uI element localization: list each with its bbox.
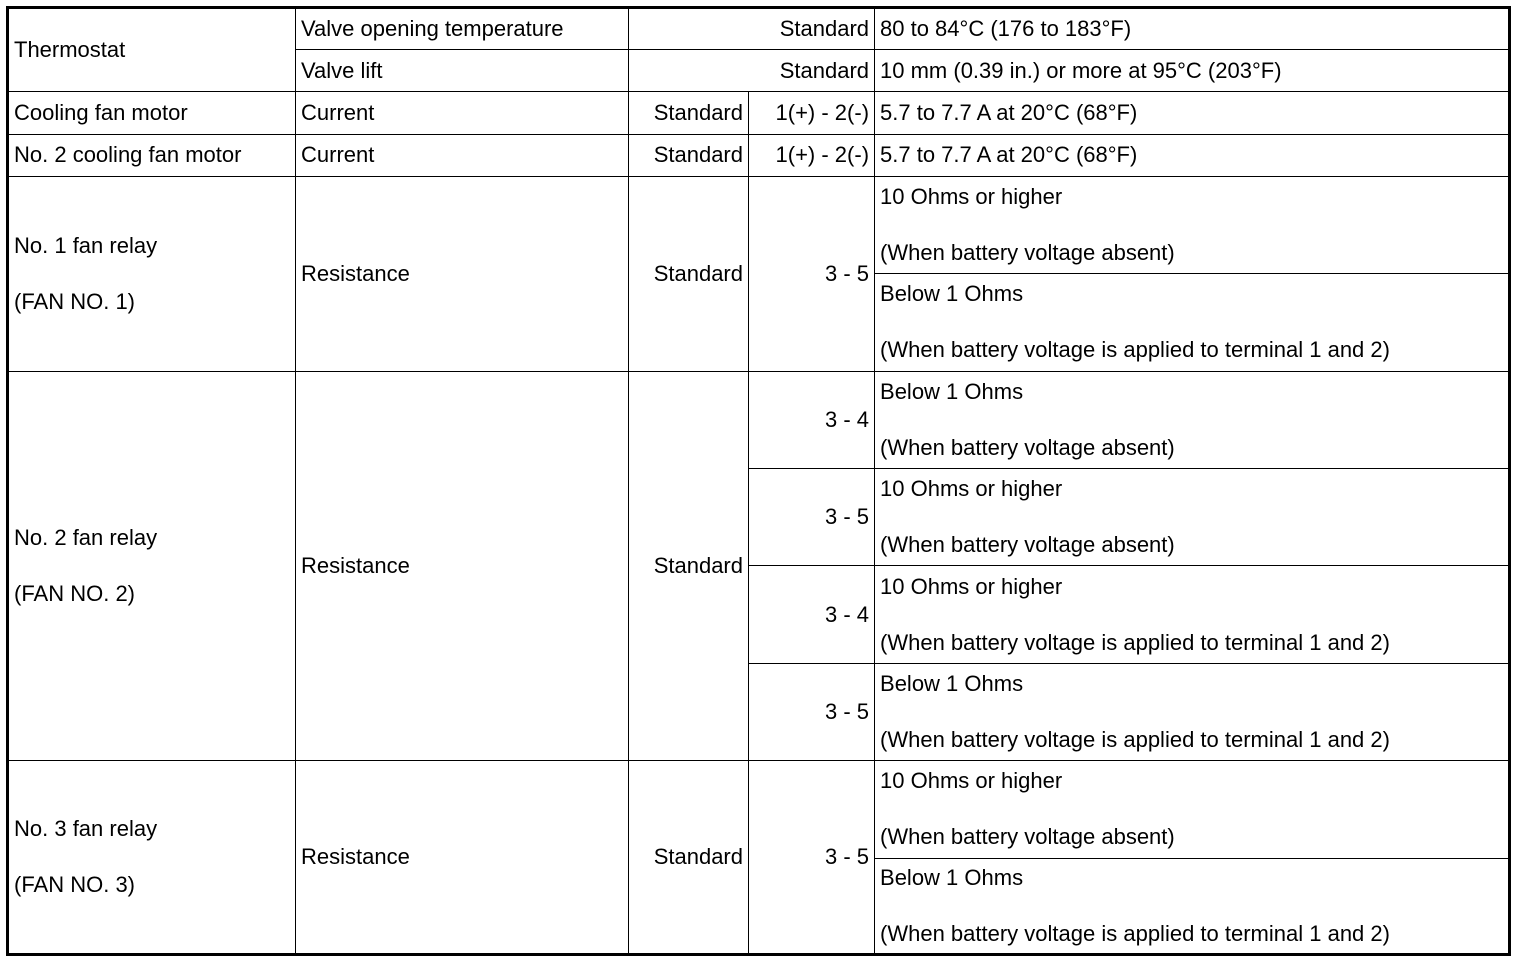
value-cell: [875, 468, 1510, 565]
table-row: [8, 8, 1510, 50]
terminal-label: 3 - 4: [824, 601, 870, 627]
terminal-cell: [749, 566, 875, 663]
condition-label: Standard: [653, 142, 743, 168]
value-cell: [875, 176, 1510, 273]
component-label: No. 2 cooling fan motor: [14, 142, 242, 168]
condition-label: Standard: [653, 844, 743, 870]
terminal-label: 3 - 5: [824, 844, 870, 870]
value-condition: (When battery voltage absent): [880, 434, 1175, 460]
terminal-cell: [749, 176, 875, 371]
value-cell: [875, 50, 1510, 92]
item-cell: [296, 8, 629, 50]
value-condition: (When battery voltage absent): [880, 532, 1175, 558]
terminal-label: 3 - 5: [824, 698, 870, 724]
table-row: [8, 134, 1510, 176]
component-label: No. 2 fan relay: [14, 524, 158, 550]
value-cell: [875, 134, 1510, 176]
item-cell: [296, 371, 629, 761]
component-sublabel: (FAN NO. 2): [14, 580, 136, 606]
terminal-label: 1(+) - 2(-): [775, 99, 870, 125]
terminal-label: 3 - 4: [824, 406, 870, 432]
item-cell: [296, 176, 629, 371]
item-label: Resistance: [301, 260, 410, 286]
table-row: [8, 761, 1510, 858]
value-text: Below 1 Ohms: [880, 378, 1024, 404]
item-label: Resistance: [301, 552, 410, 578]
value-condition: (When battery voltage is applied to terminal 1 and 2): [880, 920, 1390, 946]
value-cell: [875, 663, 1510, 760]
condition-cell: [629, 50, 875, 92]
item-label: Valve opening temperature: [301, 16, 564, 42]
component-cell: [8, 92, 296, 134]
value-condition: (When battery voltage is applied to terminal 1 and 2): [880, 629, 1390, 655]
value-cell: [875, 274, 1510, 371]
condition-label: Standard: [653, 260, 743, 286]
condition-cell: [629, 8, 875, 50]
condition-label: Standard: [779, 16, 870, 42]
item-cell: [296, 134, 629, 176]
value-text: 5.7 to 7.7 A at 20°C (68°F): [880, 99, 1138, 125]
value-condition: (When battery voltage is applied to terminal 1 and 2): [880, 337, 1390, 363]
value-cell: [875, 761, 1510, 858]
component-sublabel: (FAN NO. 3): [14, 872, 136, 898]
terminal-label: 1(+) - 2(-): [775, 142, 870, 168]
terminal-label: 3 - 5: [824, 260, 870, 286]
value-text: 10 Ohms or higher: [880, 183, 1063, 209]
value-text: Below 1 Ohms: [880, 281, 1024, 307]
condition-label: Standard: [653, 99, 743, 125]
value-cell: [875, 566, 1510, 663]
component-cell: [8, 134, 296, 176]
item-label: Current: [301, 99, 375, 125]
item-cell: [296, 50, 629, 92]
item-label: Resistance: [301, 844, 410, 870]
item-label: Valve lift: [301, 57, 383, 83]
value-text: Below 1 Ohms: [880, 864, 1024, 890]
item-cell: [296, 761, 629, 955]
terminal-cell: [749, 663, 875, 760]
specification-table: [6, 6, 1511, 956]
value-text: 10 mm (0.39 in.) or more at 95°C (203°F): [880, 57, 1282, 83]
value-cell: [875, 371, 1510, 468]
condition-label: Standard: [653, 552, 743, 578]
condition-cell: [629, 761, 749, 955]
value-condition: (When battery voltage absent): [880, 239, 1175, 265]
terminal-cell: [749, 468, 875, 565]
component-sublabel: (FAN NO. 1): [14, 288, 136, 314]
component-cell: [8, 176, 296, 371]
value-cell: [875, 8, 1510, 50]
value-condition: (When battery voltage is applied to terminal 1 and 2): [880, 726, 1390, 752]
terminal-cell: [749, 92, 875, 134]
component-cell: [8, 8, 296, 92]
value-text: 80 to 84°C (176 to 183°F): [880, 16, 1132, 42]
terminal-cell: [749, 371, 875, 468]
terminal-label: 3 - 5: [824, 504, 870, 530]
component-label: Thermostat: [14, 37, 126, 63]
value-text: Below 1 Ohms: [880, 670, 1024, 696]
component-label: No. 1 fan relay: [14, 232, 158, 258]
table-row: [8, 92, 1510, 134]
condition-label: Standard: [779, 57, 870, 83]
value-text: 10 Ohms or higher: [880, 573, 1063, 599]
table-row: [8, 371, 1510, 468]
table-row: [8, 176, 1510, 273]
item-label: Current: [301, 142, 375, 168]
component-label: No. 3 fan relay: [14, 816, 158, 842]
terminal-cell: [749, 761, 875, 955]
condition-cell: [629, 92, 749, 134]
value-cell: [875, 92, 1510, 134]
component-label: Cooling fan motor: [14, 99, 188, 125]
condition-cell: [629, 371, 749, 761]
condition-cell: [629, 134, 749, 176]
value-condition: (When battery voltage absent): [880, 824, 1175, 850]
item-cell: [296, 92, 629, 134]
value-text: 10 Ohms or higher: [880, 768, 1063, 794]
condition-cell: [629, 176, 749, 371]
terminal-cell: [749, 134, 875, 176]
value-text: 10 Ohms or higher: [880, 476, 1063, 502]
value-text: 5.7 to 7.7 A at 20°C (68°F): [880, 142, 1138, 168]
value-cell: [875, 858, 1510, 954]
component-cell: [8, 371, 296, 761]
component-cell: [8, 761, 296, 955]
